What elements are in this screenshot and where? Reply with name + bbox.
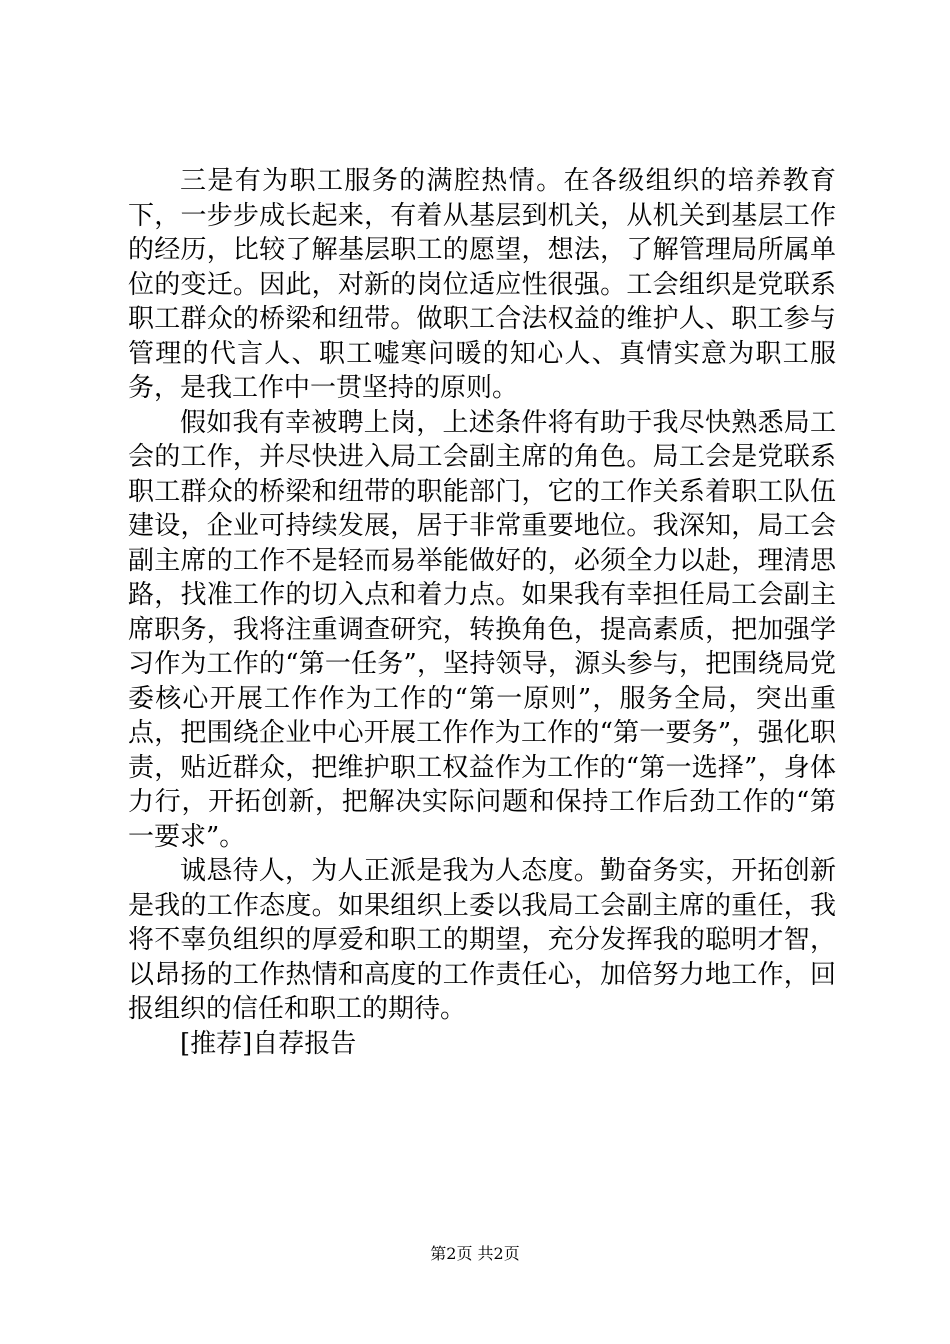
paragraph-service-passion: 三是有为职工服务的满腔热情。在各级组织的培养教育下，一步步成长起来，有着从基层到机关，从机关到基层工作的经历，比较了解基层职工的愿望，想法，了解管理局所属单位的变迁。因此，对新的岗位适应性很强。工会组织是党联系职工群众的桥梁和纽带。做职工合法权益的维护人、职工参与管理的代言人、职工嘘寒问暖的知心人、真情实意为职工服务，是我工作中一贯坚持的原则。 bbox=[128, 166, 836, 403]
paragraph-job-plan: 假如我有幸被聘上岗，上述条件将有助于我尽快熟悉局工会的工作，并尽快进入局工会副主席的角色。局工会是党联系职工群众的桥梁和纽带的职能部门，它的工作关系着职工队伍建设，企业可持续发展，居于非常重要地位。我深知，局工会副主席的工作不是轻而易举能做好的，必须全力以赴，理清思路，找准工作的切入点和着力点。如果我有幸担任局工会副主席职务，我将注重调查研究，转换角色，提高素质，把加强学习作为工作的“第一任务”，坚持领导，源头参与，把围绕局党委核心开展工作作为工作的“第一原则”，服务全局，突出重点，把围绕企业中心开展工作作为工作的“第一要务”，强化职责，贴近群众，把维护职工权益作为工作的“第一选择”，身体力行，开拓创新，把解决实际问题和保持工作后劲工作的“第一要求”。 bbox=[128, 407, 836, 852]
page-number: 第2页 共2页 bbox=[430, 1244, 520, 1263]
paragraph-recommend-title: [推荐]自荐报告 bbox=[180, 1028, 357, 1059]
paragraph-attitude: 诚恳待人，为人正派是我为人态度。勤奋务实，开拓创新是我的工作态度。如果组织上委以我局工会副主席的重任，我将不辜负组织的厚爱和职工的期望，充分发挥我的聪明才智，以昂扬的工作热情和高度的工作责任心，加倍努力地工作，回报组织的信任和职工的期待。 bbox=[128, 856, 836, 1024]
document-body bbox=[128, 164, 836, 1061]
